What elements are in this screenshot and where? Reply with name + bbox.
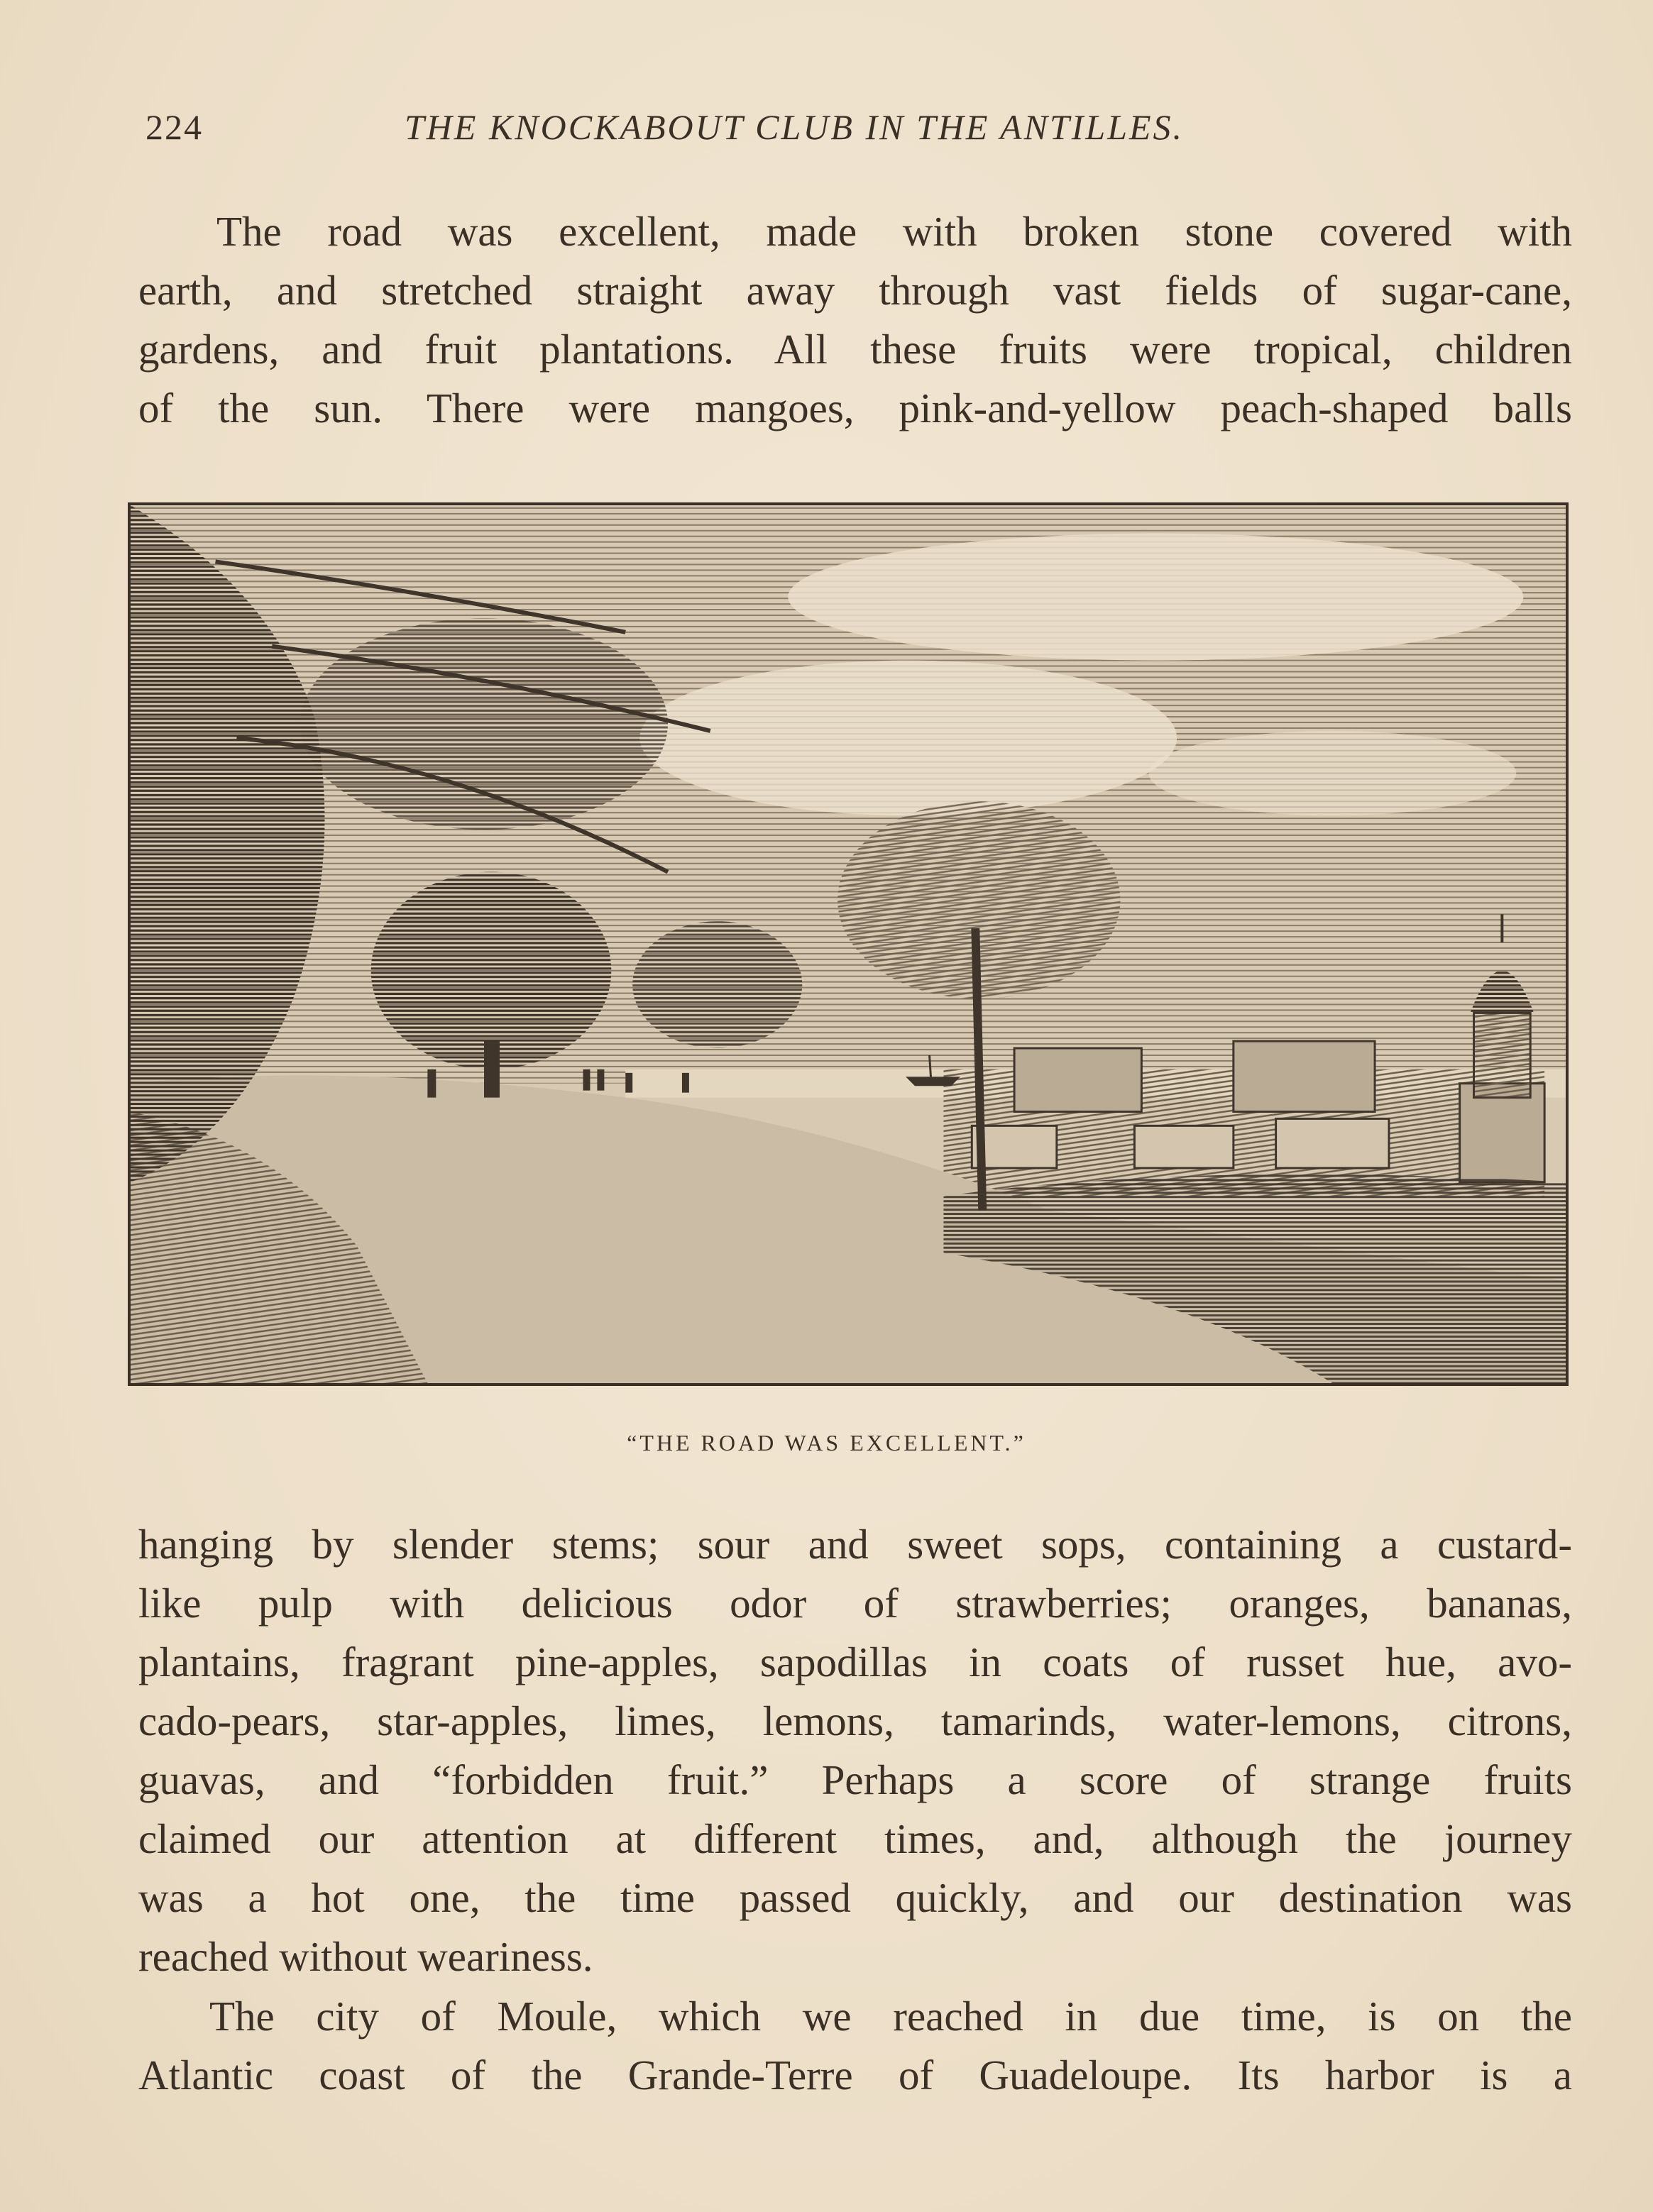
text-line: gardens, and fruit plantations. All these fruits were tropical, children	[138, 326, 1572, 373]
running-head	[145, 106, 1518, 156]
illustration-caption: “THE ROAD WAS EXCELLENT.”	[627, 1430, 1026, 1456]
running-title: THE KNOCKABOUT CLUB IN THE ANTILLES.	[405, 107, 1185, 147]
paragraph-1	[138, 202, 1572, 438]
cloud	[639, 661, 1177, 816]
text-line: plantains, fragrant pine-apples, sapodillas in coats of russet hue, avo-	[138, 1639, 1572, 1685]
text-line: earth, and stretched straight away through vast fields of sugar-cane,	[138, 267, 1572, 314]
round-tree	[371, 872, 612, 1069]
cloud	[788, 534, 1523, 661]
text-line: guavas, and “forbidden fruit.” Perhaps a score of strange fruits	[138, 1756, 1572, 1803]
paragraph-2	[138, 1515, 1572, 1986]
text-line: The road was excellent, made with broken stone covered with	[216, 208, 1572, 255]
text-line: of the sun. There were mangoes, pink-and-yellow peach-shaped balls	[138, 385, 1572, 431]
engraving-illustration	[128, 502, 1569, 1386]
tree-foliage	[300, 618, 668, 830]
text-line: cado-pears, star-apples, limes, lemons, tamarinds, water-lemons, citrons,	[138, 1697, 1572, 1744]
engraving-image	[131, 505, 1566, 1383]
cloud	[1148, 731, 1516, 815]
text-line: reached without weariness.	[138, 1933, 593, 1980]
text-line: was a hot one, the time passed quickly, and our destination was	[138, 1874, 1572, 1921]
text-line: Atlantic coast of the Grande-Terre of Guadeloupe. Its harbor is a	[138, 2052, 1572, 2098]
text-line: claimed our attention at different times, and, although the journey	[138, 1815, 1572, 1862]
text-line: The city of Moule, which we reached in due time, is on the	[209, 1993, 1572, 2040]
page-number: 224	[145, 107, 203, 147]
text-line: hanging by slender stems; sour and sweet sops, containing a custard-	[138, 1521, 1572, 1568]
middle-tree	[632, 921, 802, 1048]
paragraph-3	[138, 1987, 1572, 2105]
text-line: like pulp with delicious odor of strawberries; oranges, bananas,	[138, 1580, 1572, 1627]
